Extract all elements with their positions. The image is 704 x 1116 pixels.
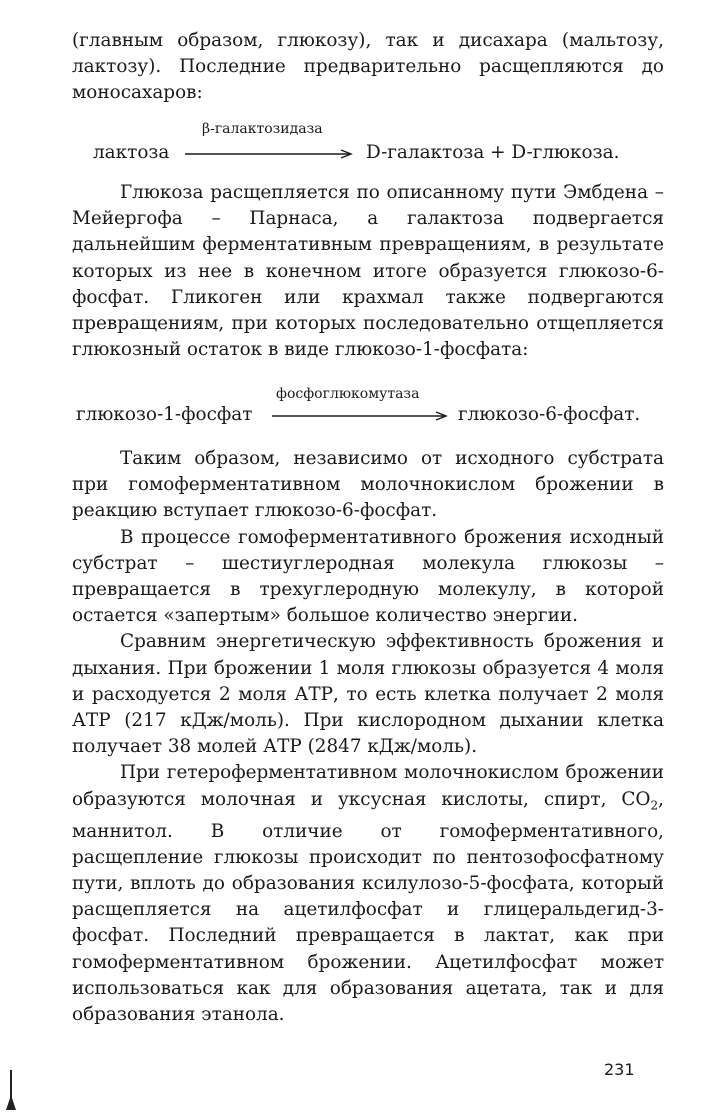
co2-subscript: 2	[650, 798, 659, 813]
reaction2-substrate: глюкозо-1-фосфат	[76, 404, 253, 425]
reaction1-products: D-галактоза + D-глюкоза.	[366, 142, 620, 163]
paragraph-part-1: При гетероферментативном молочнокислом брожении образуются молочная и уксусная кислоты, спирт, CO	[72, 762, 664, 810]
paragraph-part-2: , маннитол. В отличие от гомоферментативного, расщепление глюкозы происходит по пентозофосфатному пути, вплоть до образования ксилулозо-5-фосфата, который расщепляется на ацетилфосфат и глицеральдегид-3-фосфат. Последний превращается в лактат, как при гомоферментативном брожении. Ацетилфосфат может использоваться как для образования ацетата, так и для образования этанола.	[72, 788, 664, 1025]
paragraph-homofermentative: В процессе гомоферментативного брожения исходный субстрат – шестиуглеродная молекула глюкозы – превращается в трехуглеродную молекулу, в которой остается «запертым» большое количество энергии.	[72, 526, 664, 627]
reaction2-product: глюкозо-6-фосфат.	[458, 404, 641, 425]
reaction1-enzyme: β-галактозидаза	[202, 121, 323, 137]
intro-text: (главным образом, глюкозу), так и дисахара (мальтозу, лактозу). Последние предварительно расщепляются до моносахаров:	[72, 30, 664, 104]
main-text	[72, 446, 664, 1028]
paragraph-glucose-pathway	[72, 180, 664, 363]
paragraph-heterofermentative	[72, 760, 664, 1028]
page-number: 231	[604, 1060, 635, 1079]
paragraph-summary: Таким образом, независимо от исходного субстрата при гомоферментативном молочнокислом брожении в реакцию вступает глюкозо-6-фосфат.	[72, 448, 664, 522]
paragraph-energy-comparison: Сравним энергетическую эффективность брожения и дыхания. При брожении 1 моля глюкозы образуется 4 моля и расходуется 2 моля АТР, то есть клетка получает 2 моля АТР (217 кДж/моль). При кислородном дыхании клетка получает 38 молей АТР (2847 кДж/моль).	[72, 631, 664, 758]
reaction2-arrow-icon	[272, 408, 452, 424]
intro-paragraph	[72, 28, 664, 107]
paragraph-text: Глюкоза расщепляется по описанному пути Эмбдена – Мейергофа – Парнаса, а галактоза подвергается дальнейшим ферментативным превращениям, в результате которых из нее в конечном итоге образуется глюкозо-6-фосфат. Гликоген или крахмал также подвергаются превращениям, при которых последовательно отщепляется глюкозный остаток в виде глюкозо-1-фосфата:	[72, 182, 664, 361]
reaction2-enzyme: фосфоглюкомутаза	[276, 386, 420, 402]
reaction1-substrate: лактоза	[93, 142, 170, 163]
reaction1-arrow-icon	[185, 146, 357, 162]
scan-edge-mark-icon	[4, 1068, 18, 1112]
